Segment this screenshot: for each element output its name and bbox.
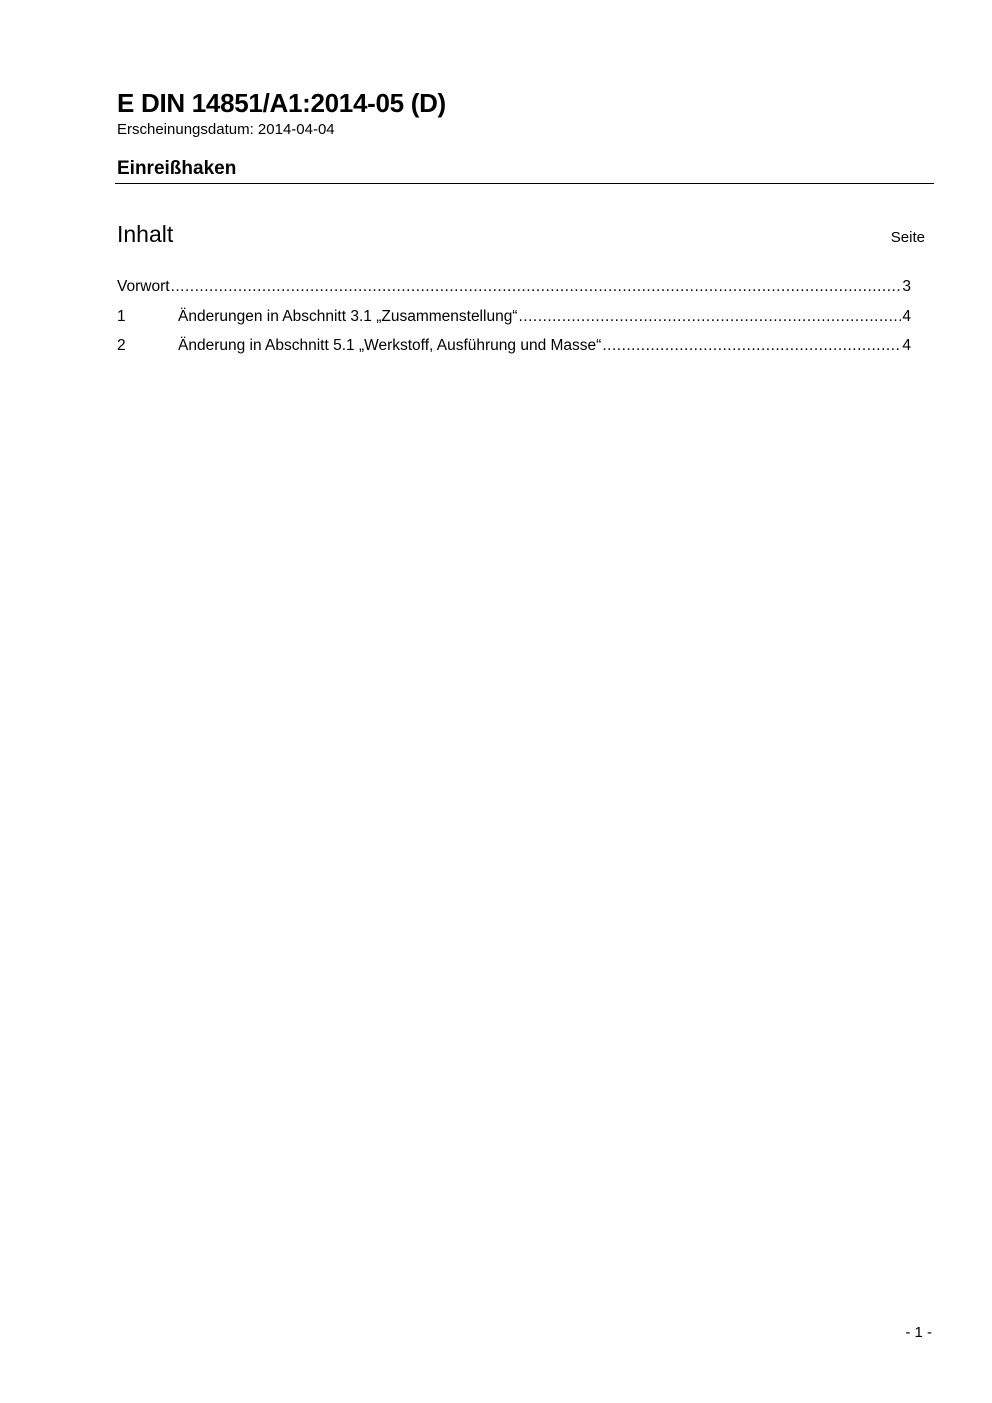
toc-entry-number: 2 bbox=[117, 337, 126, 354]
toc-entry-page: 3 bbox=[902, 278, 911, 295]
toc-entry-title[interactable]: Änderung in Abschnitt 5.1 „Werkstoff, Ausführung und Masse“ bbox=[178, 337, 602, 354]
document-title: E DIN 14851/A1:2014-05 (D) bbox=[117, 88, 446, 118]
toc-entry-vorwort[interactable] bbox=[117, 278, 911, 308]
header-divider bbox=[115, 183, 934, 184]
toc-dot-leader bbox=[602, 337, 901, 355]
toc-entry-title[interactable]: Vorwort bbox=[117, 278, 170, 295]
toc-dot-leader bbox=[518, 308, 901, 326]
toc-entry-number: 1 bbox=[117, 307, 126, 325]
toc-entry-section-1[interactable] bbox=[117, 308, 911, 338]
toc-heading: Inhalt bbox=[117, 221, 174, 247]
toc-entry-title[interactable]: Änderungen in Abschnitt 3.1 „Zusammenstellung“ bbox=[178, 307, 518, 325]
publication-date: Erscheinungsdatum: 2014-04-04 bbox=[117, 121, 335, 138]
toc-entry-section-2[interactable] bbox=[117, 337, 911, 367]
toc-entry-page: 4 bbox=[902, 307, 911, 325]
table-of-contents bbox=[117, 278, 911, 367]
document-subject: Einreißhaken bbox=[117, 158, 237, 179]
toc-page-column-label: Seite bbox=[890, 229, 925, 246]
toc-entry-page: 4 bbox=[902, 337, 911, 354]
footer-page-number: - 1 - bbox=[905, 1324, 932, 1341]
toc-dot-leader bbox=[171, 278, 902, 296]
